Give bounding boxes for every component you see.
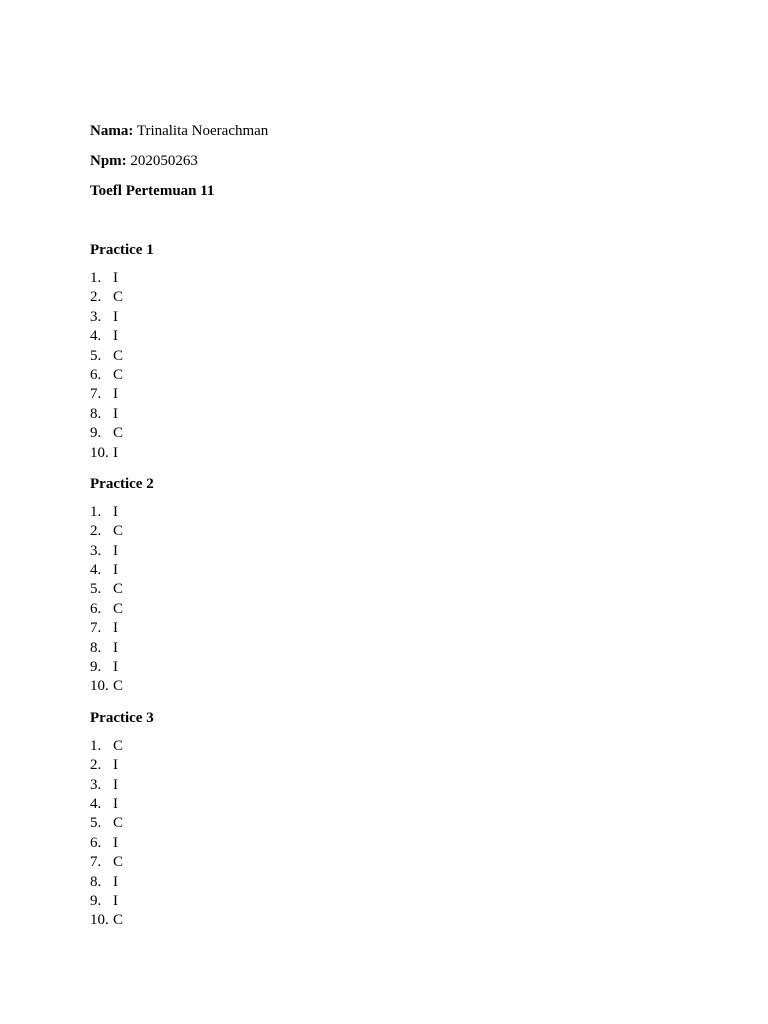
answer-item bbox=[90, 522, 690, 541]
answer-value: I bbox=[113, 776, 118, 793]
answer-item bbox=[90, 795, 690, 814]
answer-item bbox=[90, 639, 690, 658]
answer-number: 9. bbox=[90, 425, 102, 442]
answer-number: 1. bbox=[90, 503, 102, 520]
answer-number: 8. bbox=[90, 639, 102, 656]
answer-item bbox=[90, 405, 690, 424]
answer-number: 10. bbox=[90, 912, 109, 929]
answer-value: C bbox=[113, 366, 124, 383]
answer-value: I bbox=[113, 270, 118, 286]
answer-number: 5. bbox=[90, 581, 102, 598]
answer-value: C bbox=[113, 815, 124, 832]
answer-value: C bbox=[113, 289, 124, 306]
answer-value: I bbox=[113, 639, 118, 656]
answer-value: I bbox=[113, 308, 118, 325]
answer-number: 9. bbox=[90, 892, 102, 909]
practices-container bbox=[90, 240, 690, 931]
answer-value: I bbox=[113, 795, 118, 812]
practice-section-3 bbox=[90, 708, 690, 931]
answer-item bbox=[90, 911, 690, 930]
answer-number: 7. bbox=[90, 620, 102, 637]
answer-number: 6. bbox=[90, 834, 102, 851]
answer-value: C bbox=[113, 581, 124, 598]
practice-section-1 bbox=[90, 240, 690, 463]
answer-item bbox=[90, 561, 690, 580]
practice-title: Practice 1 bbox=[90, 242, 154, 258]
practice-title: Practice 2 bbox=[90, 475, 154, 492]
answer-number: 5. bbox=[90, 347, 102, 364]
answer-item bbox=[90, 814, 690, 833]
answer-item bbox=[90, 308, 690, 327]
answer-item bbox=[90, 776, 690, 795]
answer-number: 8. bbox=[90, 405, 102, 422]
answer-value: C bbox=[113, 600, 124, 617]
document-page bbox=[90, 121, 690, 942]
answer-item bbox=[90, 853, 690, 872]
answer-item bbox=[90, 737, 690, 756]
answer-number: 6. bbox=[90, 366, 102, 383]
answer-value: I bbox=[113, 444, 118, 461]
answer-value: C bbox=[113, 523, 124, 540]
answer-list bbox=[90, 737, 690, 931]
name-line bbox=[90, 121, 690, 141]
npm-label: Npm: bbox=[90, 153, 127, 169]
answer-number: 10. bbox=[90, 678, 109, 695]
answer-item bbox=[90, 327, 690, 346]
answer-item bbox=[90, 347, 690, 366]
npm-value: 202050263 bbox=[130, 153, 198, 169]
answer-list bbox=[90, 269, 690, 463]
answer-number: 3. bbox=[90, 542, 102, 559]
answer-item bbox=[90, 658, 690, 677]
answer-item bbox=[90, 269, 690, 288]
answer-item bbox=[90, 366, 690, 385]
answer-value: C bbox=[113, 912, 124, 929]
answer-number: 7. bbox=[90, 854, 102, 871]
document-title: Toefl Pertemuan 11 bbox=[90, 183, 215, 199]
answer-value: I bbox=[113, 834, 118, 851]
answer-value: I bbox=[113, 659, 118, 676]
answer-value: C bbox=[113, 347, 124, 364]
answer-item bbox=[90, 580, 690, 599]
answer-value: C bbox=[113, 737, 124, 754]
answer-item bbox=[90, 542, 690, 561]
answer-number: 2. bbox=[90, 289, 102, 306]
answer-value: C bbox=[113, 678, 124, 695]
answer-value: I bbox=[113, 873, 118, 890]
answer-number: 6. bbox=[90, 600, 102, 617]
answer-item bbox=[90, 503, 690, 522]
answer-value: I bbox=[113, 620, 118, 637]
answer-value: I bbox=[113, 542, 118, 559]
answer-number: 2. bbox=[90, 523, 102, 540]
name-label: Nama: bbox=[90, 123, 134, 139]
answer-list bbox=[90, 503, 690, 697]
practice-section-2 bbox=[90, 474, 690, 697]
answer-item bbox=[90, 444, 690, 463]
answer-value: C bbox=[113, 425, 124, 442]
npm-line bbox=[90, 151, 690, 171]
answer-value: I bbox=[113, 503, 118, 520]
answer-item bbox=[90, 424, 690, 443]
name-value: Trinalita Noerachman bbox=[136, 123, 269, 139]
answer-number: 3. bbox=[90, 308, 102, 325]
answer-number: 4. bbox=[90, 562, 102, 579]
answer-value: I bbox=[113, 757, 118, 774]
practice-title: Practice 3 bbox=[90, 709, 154, 726]
answer-value: I bbox=[113, 386, 118, 403]
answer-value: I bbox=[113, 405, 118, 422]
answer-item bbox=[90, 619, 690, 638]
answer-number: 2. bbox=[90, 757, 102, 774]
answer-item bbox=[90, 677, 690, 696]
answer-value: C bbox=[113, 854, 124, 871]
answer-item bbox=[90, 892, 690, 911]
answer-number: 9. bbox=[90, 659, 102, 676]
answer-number: 1. bbox=[90, 737, 102, 754]
answer-item bbox=[90, 756, 690, 775]
answer-number: 4. bbox=[90, 328, 102, 345]
answer-item bbox=[90, 385, 690, 404]
answer-number: 3. bbox=[90, 776, 102, 793]
answer-number: 10. bbox=[90, 444, 109, 461]
answer-value: I bbox=[113, 892, 118, 909]
answer-item bbox=[90, 600, 690, 619]
answer-number: 1. bbox=[90, 270, 102, 286]
answer-value: I bbox=[113, 328, 118, 345]
answer-number: 4. bbox=[90, 795, 102, 812]
answer-value: I bbox=[113, 562, 118, 579]
answer-number: 8. bbox=[90, 873, 102, 890]
answer-number: 5. bbox=[90, 815, 102, 832]
answer-number: 7. bbox=[90, 386, 102, 403]
answer-item bbox=[90, 873, 690, 892]
answer-item bbox=[90, 288, 690, 307]
answer-item bbox=[90, 834, 690, 853]
